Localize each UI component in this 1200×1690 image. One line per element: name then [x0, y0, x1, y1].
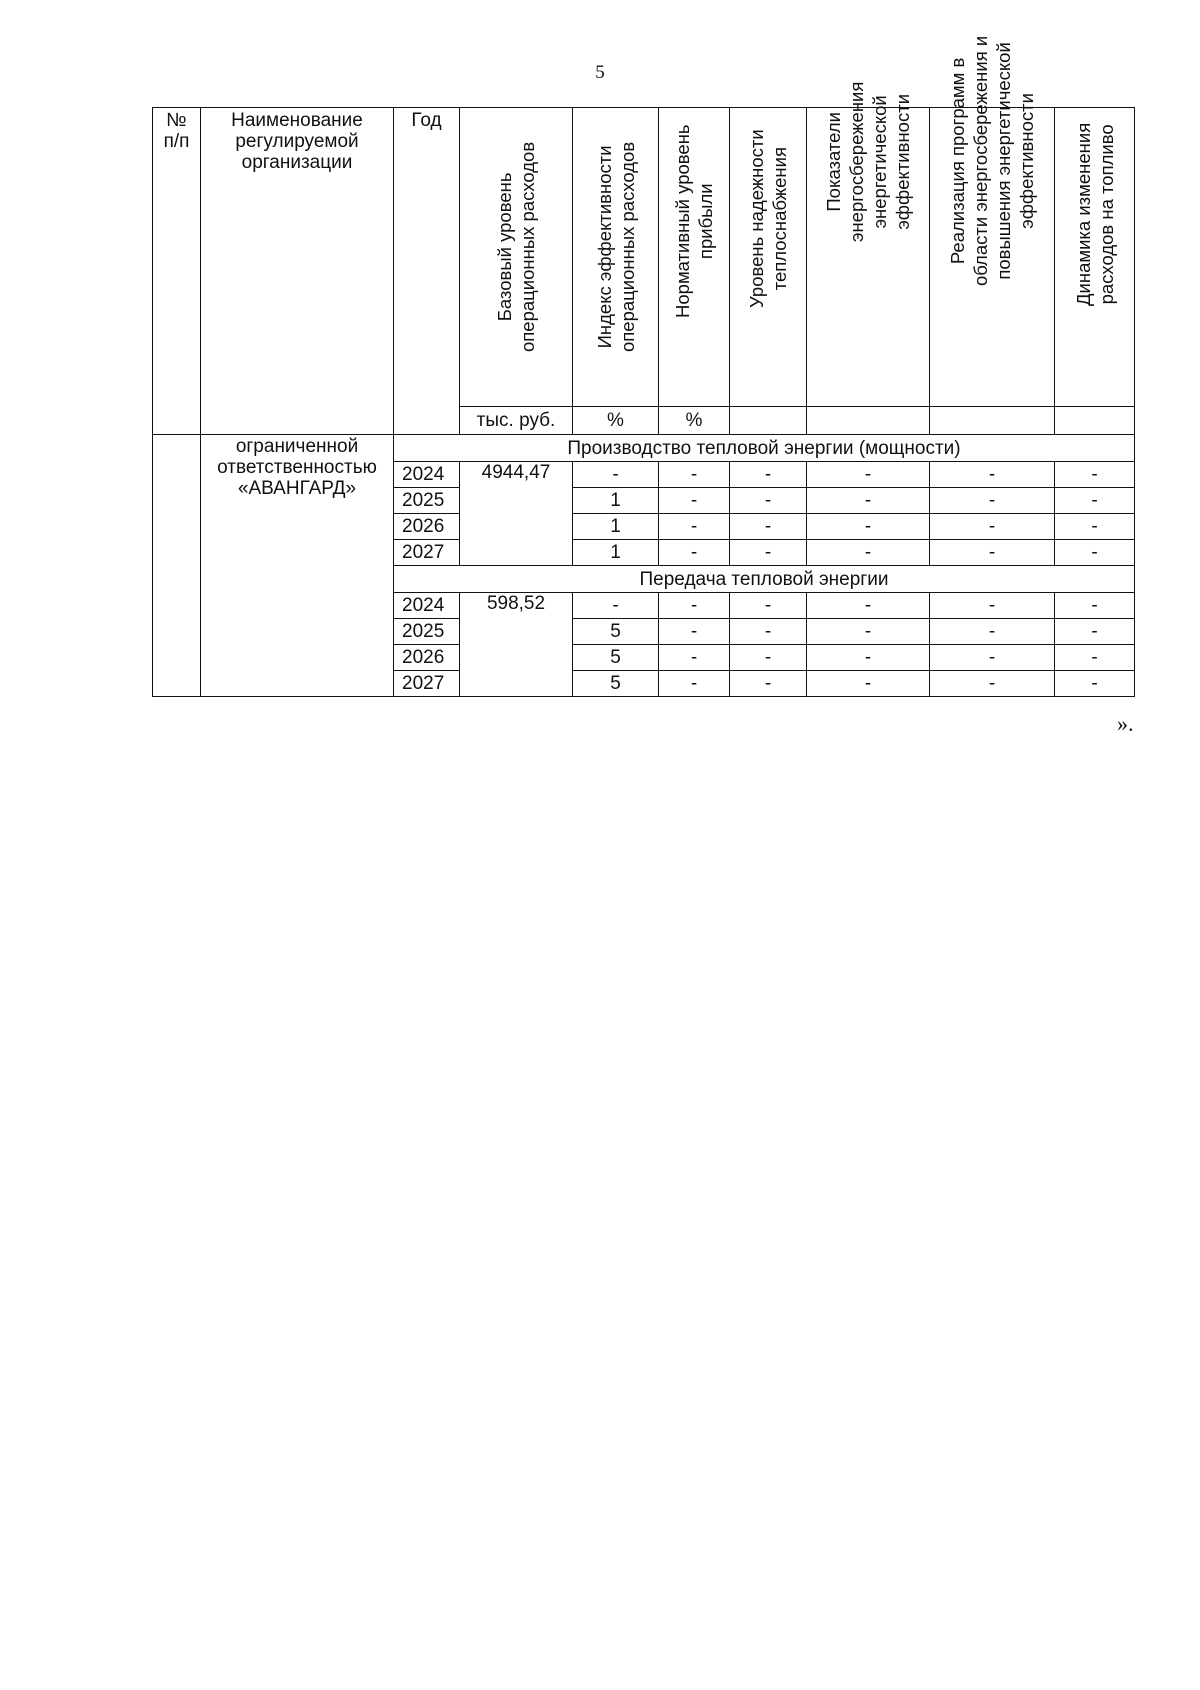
fuel-cell: -	[1055, 488, 1135, 514]
energy-saving-cell: -	[807, 514, 930, 540]
year-cell: 2027	[394, 540, 460, 566]
efficiency-cell: -	[573, 462, 659, 488]
efficiency-cell: 1	[573, 540, 659, 566]
num-cell	[153, 435, 201, 697]
unit-normative-profit: %	[659, 407, 730, 435]
energy-saving-cell: -	[807, 488, 930, 514]
tariff-table	[152, 35, 1135, 697]
year-cell: 2024	[394, 593, 460, 619]
header-fuel-dynamics-text: Динамика изменения расходов на топливо	[1072, 122, 1117, 306]
efficiency-cell: 5	[573, 619, 659, 645]
organization-name: ограниченной ответственностью «АВАНГАРД»	[217, 436, 377, 499]
year-cell: 2025	[394, 488, 460, 514]
energy-saving-cell: -	[807, 462, 930, 488]
fuel-cell: -	[1055, 514, 1135, 540]
energy-saving-cell: -	[807, 645, 930, 671]
profit-cell: -	[659, 619, 730, 645]
year-cell: 2027	[394, 671, 460, 697]
fuel-cell: -	[1055, 671, 1135, 697]
energy-saving-cell: -	[807, 671, 930, 697]
fuel-cell: -	[1055, 593, 1135, 619]
header-efficiency-index-text: Индекс эффективности операционных расходов	[593, 141, 638, 352]
profit-cell: -	[659, 645, 730, 671]
header-reliability-text: Уровень надежности теплоснабжения	[746, 129, 790, 308]
programs-cell: -	[930, 593, 1055, 619]
reliability-cell: -	[730, 488, 807, 514]
unit-fuel-dynamics	[1055, 407, 1135, 435]
unit-reliability	[730, 407, 807, 435]
programs-cell: -	[930, 645, 1055, 671]
fuel-cell: -	[1055, 619, 1135, 645]
header-programs-text: Реализация программ в области энергосбережения и повышения энергетической эффективности	[947, 35, 1037, 286]
profit-cell: -	[659, 488, 730, 514]
year-cell: 2024	[394, 462, 460, 488]
year-cell: 2026	[394, 514, 460, 540]
profit-cell: -	[659, 462, 730, 488]
unit-base-level: тыс. руб.	[460, 407, 573, 435]
programs-cell: -	[930, 540, 1055, 566]
reliability-cell: -	[730, 514, 807, 540]
header-base-level	[460, 108, 573, 407]
fuel-cell: -	[1055, 645, 1135, 671]
unit-energy-saving	[807, 407, 930, 435]
header-year: Год	[394, 108, 460, 435]
programs-cell: -	[930, 671, 1055, 697]
energy-saving-cell: -	[807, 619, 930, 645]
header-name: Наименование регулируемой организации	[201, 108, 394, 435]
header-base-level-text: Базовый уровень операционных расходов	[494, 141, 538, 352]
header-reliability	[730, 108, 807, 407]
header-num: № п/п	[153, 108, 201, 435]
year-cell: 2025	[394, 619, 460, 645]
reliability-cell: -	[730, 619, 807, 645]
header-programs	[930, 35, 1055, 407]
organization-name-cell	[201, 435, 394, 697]
efficiency-cell: 1	[573, 514, 659, 540]
header-normative-profit	[659, 108, 730, 407]
energy-saving-cell: -	[807, 593, 930, 619]
energy-saving-cell: -	[807, 540, 930, 566]
section-title-row	[153, 435, 1135, 462]
programs-cell: -	[930, 488, 1055, 514]
profit-cell: -	[659, 540, 730, 566]
efficiency-cell: 5	[573, 671, 659, 697]
fuel-cell: -	[1055, 540, 1135, 566]
reliability-cell: -	[730, 462, 807, 488]
profit-cell: -	[659, 671, 730, 697]
header-normative-profit-text: Нормативный уровень прибыли	[672, 124, 716, 318]
reliability-cell: -	[730, 540, 807, 566]
year-cell: 2026	[394, 645, 460, 671]
header-energy-saving-text: Показатели энергосбережения энергетической эффективности	[823, 81, 913, 242]
programs-cell: -	[930, 514, 1055, 540]
programs-cell: -	[930, 619, 1055, 645]
profit-cell: -	[659, 593, 730, 619]
header-energy-saving	[807, 81, 930, 407]
reliability-cell: -	[730, 593, 807, 619]
unit-efficiency-index: %	[573, 407, 659, 435]
reliability-cell: -	[730, 671, 807, 697]
section-title: Производство тепловой энергии (мощности)	[394, 435, 1135, 462]
reliability-cell: -	[730, 645, 807, 671]
base-level-value: 598,52	[460, 593, 573, 697]
efficiency-cell: 5	[573, 645, 659, 671]
closing-quote-mark: ».	[1117, 711, 1134, 736]
page-number: 5	[595, 62, 605, 83]
base-level-value: 4944,47	[460, 462, 573, 566]
header-row	[153, 108, 1135, 407]
profit-cell: -	[659, 514, 730, 540]
efficiency-cell: 1	[573, 488, 659, 514]
efficiency-cell: -	[573, 593, 659, 619]
header-fuel-dynamics	[1055, 108, 1135, 407]
fuel-cell: -	[1055, 462, 1135, 488]
section-title: Передача тепловой энергии	[394, 566, 1135, 593]
programs-cell: -	[930, 462, 1055, 488]
header-efficiency-index	[573, 108, 659, 407]
unit-programs	[930, 407, 1055, 435]
